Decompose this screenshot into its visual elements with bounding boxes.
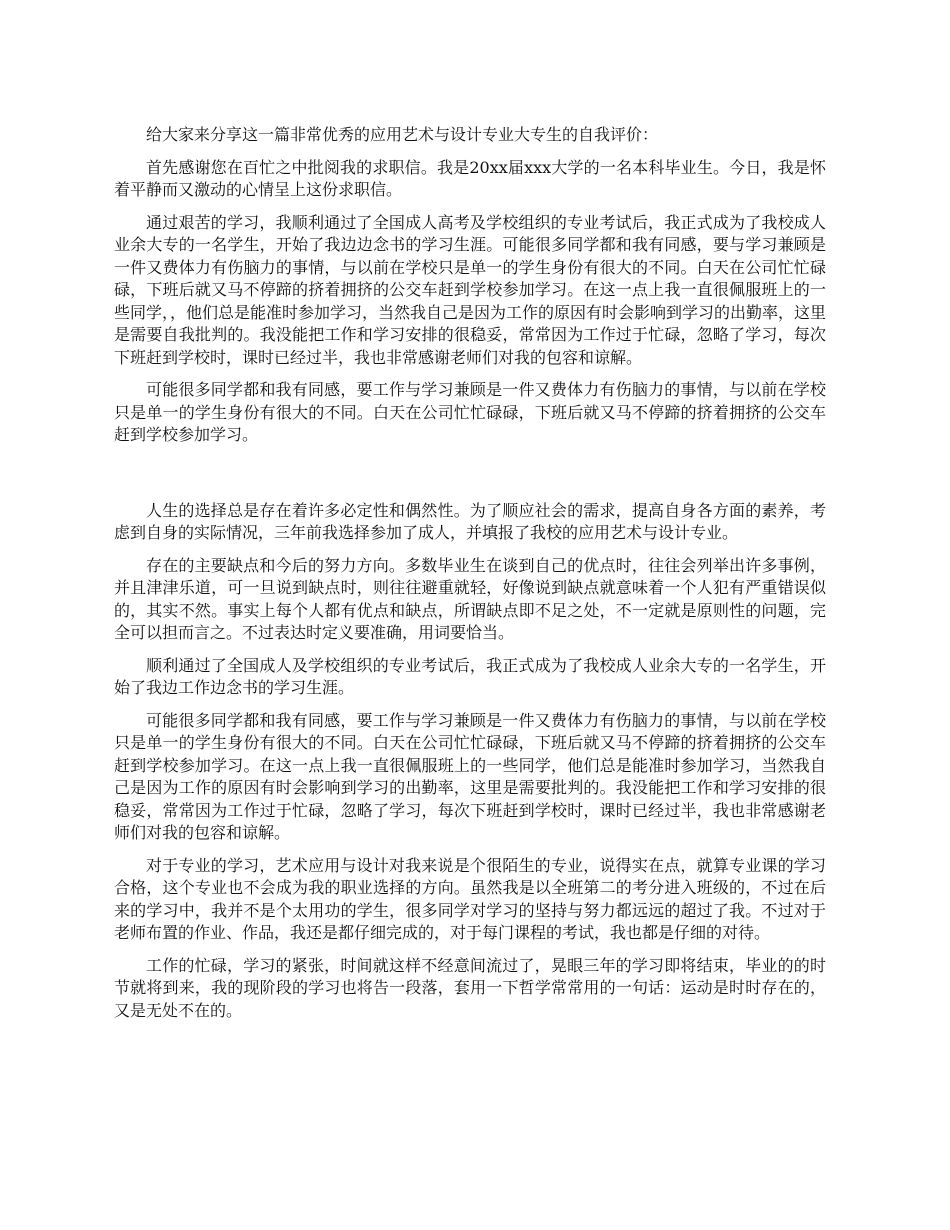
paragraph-intro: 给大家来分享这一篇非常优秀的应用艺术与设计专业大专生的自我评价： xyxy=(146,125,659,144)
paragraph-exam-passed: 顺利通过了全国成人及学校组织的专业考试后，我正式成为了我校成人业余大专的一名学生，开始了我边工作边念书的学习生涯。 xyxy=(114,655,826,697)
paragraph-thanks: 首先感谢您在百忙之中批阅我的求职信。我是20xx届xxx大学的一名本科毕业生。今日，我是怀着平静而又激动的心情呈上这份求职信。 xyxy=(114,157,826,199)
paragraph-work-study-balance: 可能很多同学都和我有同感，要工作与学习兼顾是一件又费体力有伤脑力的事情，与以前在学校只是单一的学生身份有很大的不同。白天在公司忙忙碌碌，下班后就又马不停蹄的挤着拥挤的公交车赶到学校参加学习。 xyxy=(114,380,826,444)
paragraph-study-experience: 通过艰苦的学习，我顺利通过了全国成人高考及学校组织的专业考试后，我正式成为了我校成人业余大专的一名学生，开始了我边边念书的学习生涯。可能很多同学都和我有同感，要与学习兼顾是一件又费体力有伤脑力的事情，与以前在学校只是单一的学生身份有很大的不同。白天在公司忙忙碌碌，下班后就又马不停蹄的挤着拥挤的公交车赶到学校参加学习。在这一点上我一直很佩服班上的一些同学，，他们总是能准时参加学习，当然我自己是因为工作的原因有时会影响到学习的出勤率，这里是需要自我批判的。我没能把工作和学习安排的很稳妥，常常因为工作过于忙碌，忽略了学习，每次下班赶到学校时，课时已经过半，我也非常感谢老师们对我的包容和谅解。 xyxy=(114,212,827,367)
paragraph-work-study-detail: 可能很多同学都和我有同感，要工作与学习兼顾是一件又费体力有伤脑力的事情，与以前在学校只是单一的学生身份有很大的不同。白天在公司忙忙碌碌，下班后就又马不停蹄的挤着拥挤的公交车赶到学校参加学习。在这一点上我一直很佩服班上的一些同学，他们总是能准时参加学习，当然我自己是因为工作的原因有时会影响到学习的出勤率，这里是需要批判的。我没能把工作和学习安排的很稳妥，常常因为工作过于忙碌，忽略了学习，每次下班赶到学校时，课时已经过半，我也非常感谢老师们对我的包容和谅解。 xyxy=(114,710,826,842)
paragraph-life-choice: 人生的选择总是存在着许多必定性和偶然性。为了顺应社会的需求，提高自身各方面的素养，考虑到自身的实际情况，三年前我选择参加了成人，并填报了我校的应用艺术与设计专业。 xyxy=(114,500,826,542)
document-body xyxy=(114,124,826,1032)
paragraph-shortcomings: 存在的主要缺点和今后的努力方向。多数毕业生在谈到自己的优点时，往往会列举出许多事例，并且津津乐道，可一旦说到缺点时，则往往避重就轻，好像说到缺点就意味着一个人犯有严重错误似的，其实不然。事实上每个人都有优点和缺点，所谓缺点即不足之处，不一定就是原则性的问题，完全可以担而言之。不过表达时定义要准确，用词要恰当。 xyxy=(114,555,826,642)
paragraph-conclusion: 工作的忙碌，学习的紧张，时间就这样不经意间流过了，晃眼三年的学习即将结束，毕业的的时节就将到来，我的现阶段的学习也将告一段落，套用一下哲学常常用的一句话：运动是时时存在的，又是无处不在的。 xyxy=(114,955,826,1020)
paragraph-major-study: 对于专业的学习，艺术应用与设计对我来说是个很陌生的专业，说得实在点，就算专业课的学习合格，这个专业也不会成为我的职业选择的方向。虽然我是以全班第二的考分进入班级的，不过在后来的学习中，我并不是个太用功的学生，很多同学对学习的坚持与努力都远远的超过了我。不过对于老师布置的作业、作品，我还是都仔细完成的，对于每门课程的考试，我也都是仔细的对待。 xyxy=(114,855,826,942)
